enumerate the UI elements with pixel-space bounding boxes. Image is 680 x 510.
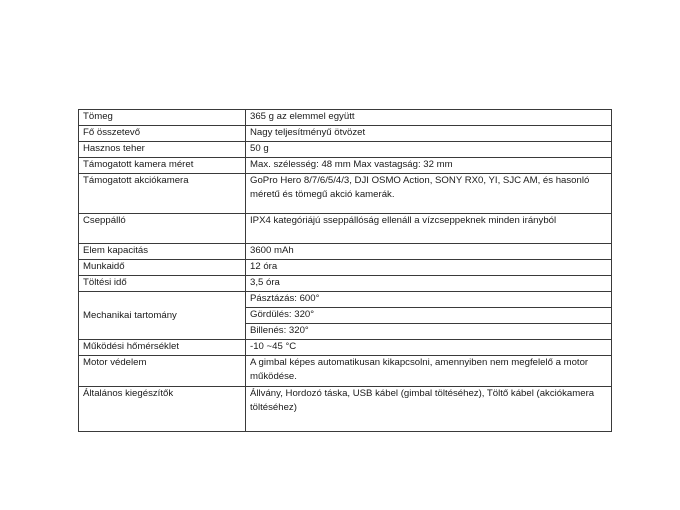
spec-value: 50 g: [246, 142, 612, 158]
table-row: [79, 340, 612, 356]
spec-value: 365 g az elemmel együtt: [246, 110, 612, 126]
specifications-table: [78, 109, 612, 432]
spec-label: Hasznos teher: [79, 142, 246, 158]
table-row: [79, 142, 612, 158]
table-row: [79, 260, 612, 276]
spec-value: A gimbal képes automatikusan kikapcsolni, amennyiben nem megfelelő a motor működése.: [246, 356, 612, 387]
table-row: [79, 174, 612, 214]
spec-value: 3,5 óra: [246, 276, 612, 292]
spec-value: Billenés: 320°: [246, 324, 612, 340]
table-row: [79, 356, 612, 387]
table-row: [79, 158, 612, 174]
spec-label: Cseppálló: [79, 214, 246, 244]
spec-label: Támogatott akciókamera: [79, 174, 246, 214]
table-row: [79, 214, 612, 244]
spec-value: 3600 mAh: [246, 244, 612, 260]
table-row: [79, 292, 612, 308]
spec-label: Elem kapacitás: [79, 244, 246, 260]
spec-value: Állvány, Hordozó táska, USB kábel (gimbal töltéséhez), Töltő kábel (akciókamera töltéséhez): [246, 387, 612, 432]
spec-value: Gördülés: 320°: [246, 308, 612, 324]
table-row: [79, 110, 612, 126]
spec-value: -10 ~45 °C: [246, 340, 612, 356]
spec-label: Fő összetevő: [79, 126, 246, 142]
spec-label: Általános kiegészítők: [79, 387, 246, 432]
table-row: [79, 387, 612, 432]
spec-label: Mechanikai tartomány: [79, 292, 246, 340]
spec-value: Max. szélesség: 48 mm Max vastagság: 32 mm: [246, 158, 612, 174]
spec-label: Munkaidő: [79, 260, 246, 276]
spec-value: IPX4 kategóriájú sseppállóság ellenáll a vízcseppeknek minden irányból: [246, 214, 612, 244]
table-row: [79, 126, 612, 142]
spec-label: Tömeg: [79, 110, 246, 126]
spec-label: Motor védelem: [79, 356, 246, 387]
spec-label: Töltési idő: [79, 276, 246, 292]
spec-value: 12 óra: [246, 260, 612, 276]
spec-value: Pásztázás: 600°: [246, 292, 612, 308]
table-row: [79, 276, 612, 292]
table-row: [79, 244, 612, 260]
spec-label: Támogatott kamera méret: [79, 158, 246, 174]
spec-value: Nagy teljesítményű ötvözet: [246, 126, 612, 142]
spec-value: GoPro Hero 8/7/6/5/4/3, DJI OSMO Action, SONY RX0, YI, SJC AM, és hasonló méretű és tömegű akció kamerák.: [246, 174, 612, 214]
spec-label: Működési hőmérséklet: [79, 340, 246, 356]
